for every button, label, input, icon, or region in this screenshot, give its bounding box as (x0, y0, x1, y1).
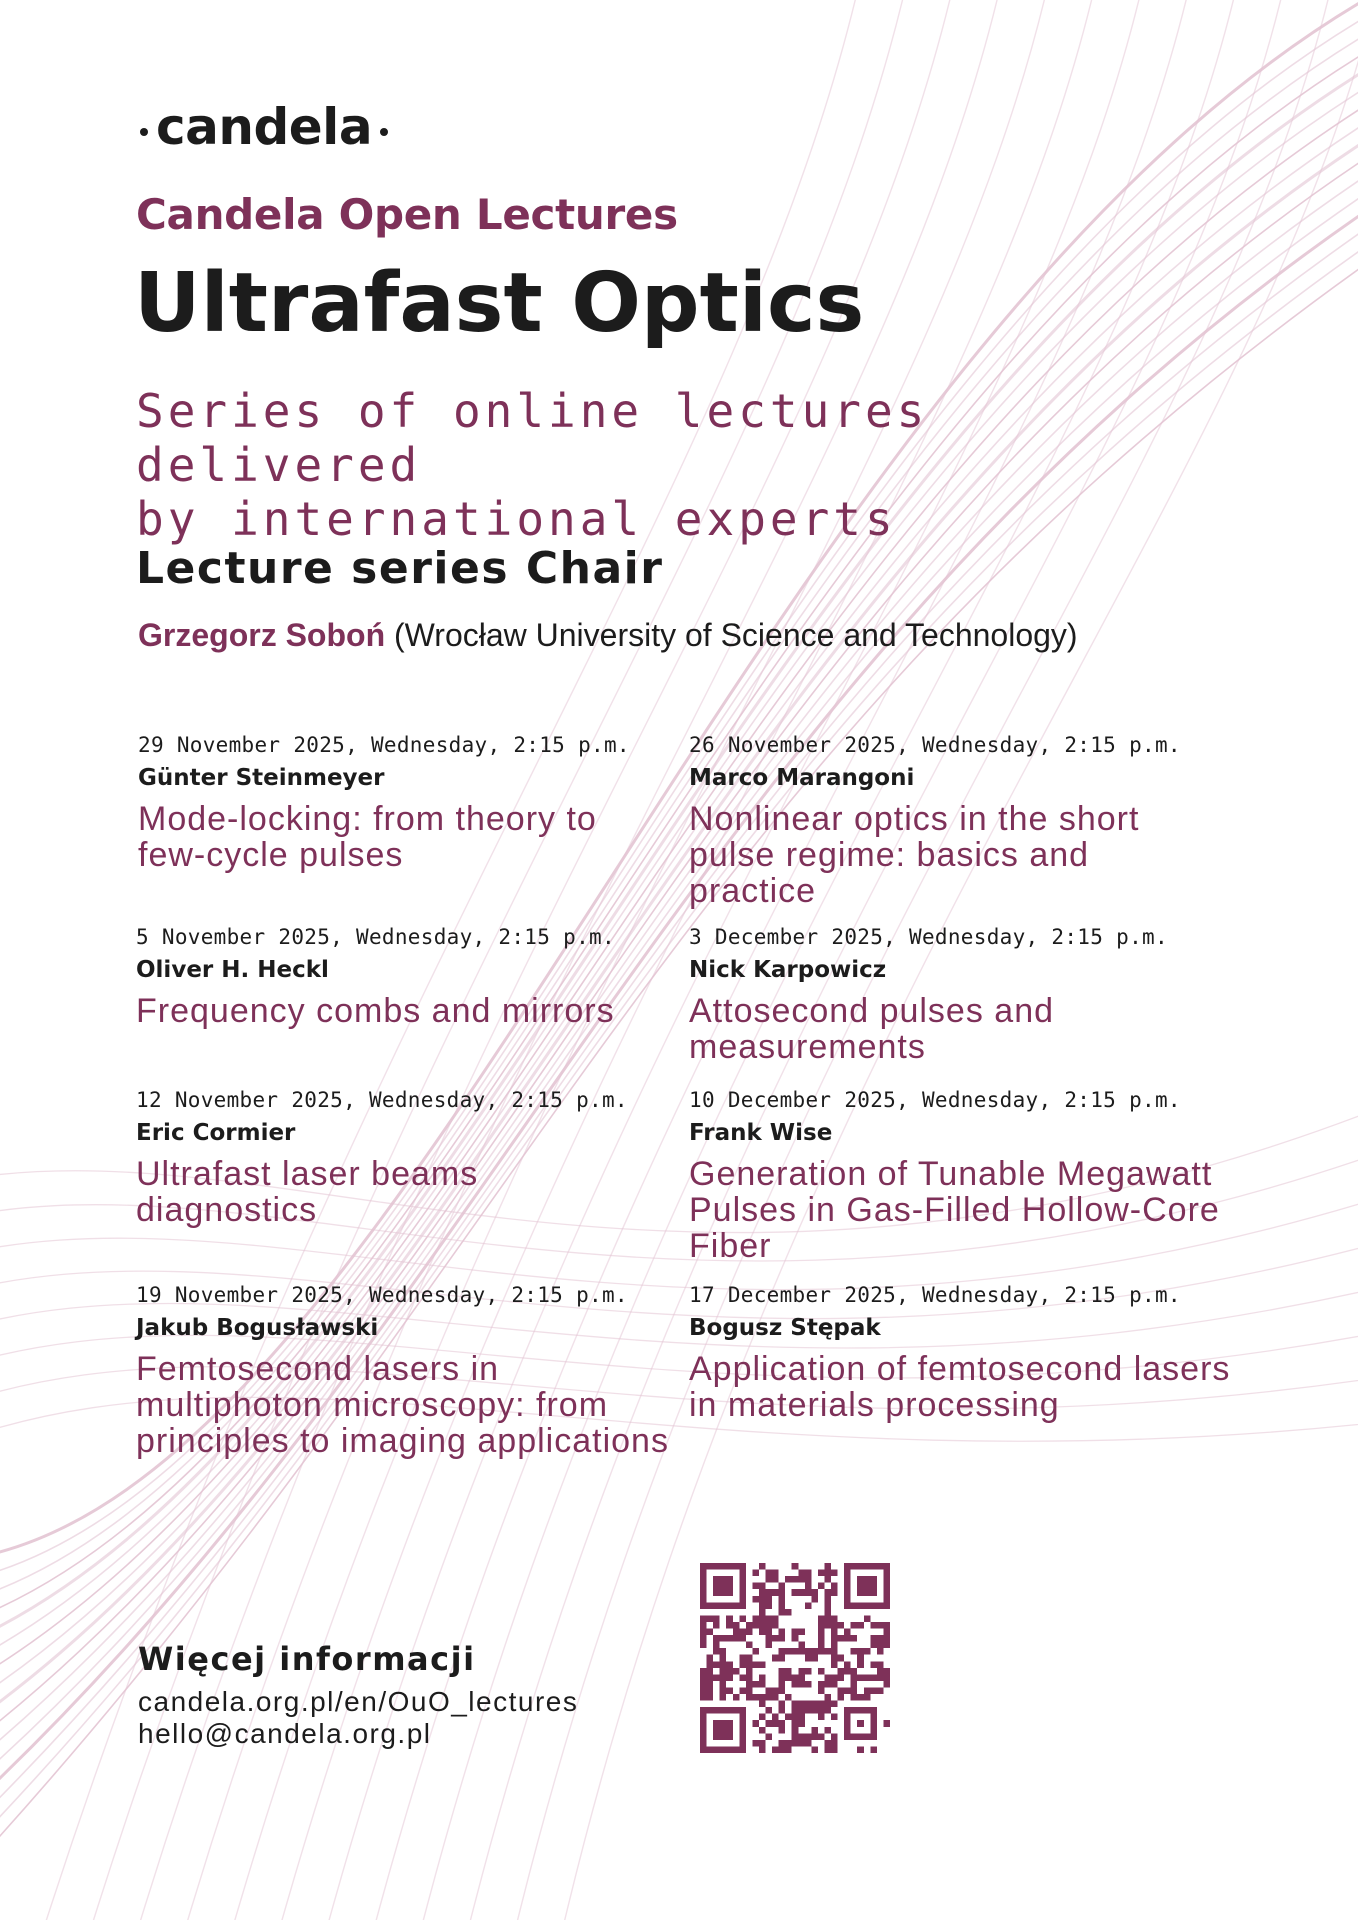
chair-line (138, 617, 1078, 654)
lecture-item (689, 1283, 1249, 1423)
lecture-item (689, 1088, 1249, 1264)
chair-heading: Lecture series Chair (136, 543, 664, 594)
lecture-date: 19 November 2025, Wednesday, 2:15 p.m. (136, 1283, 628, 1307)
page-title: Ultrafast Optics (134, 256, 865, 351)
lecture-item (136, 925, 696, 1029)
lecture-speaker: Eric Cormier (136, 1120, 296, 1146)
candela-logo (132, 98, 396, 156)
subtitle-line-1: Series of online lectures delivered (136, 384, 929, 492)
logo-dot-right (380, 128, 388, 136)
qr-code-icon[interactable] (700, 1563, 890, 1753)
subtitle-line-2: by international experts (136, 492, 897, 546)
lecture-title: Ultrafast laser beams diagnostics (136, 1155, 479, 1229)
lecture-item (689, 733, 1249, 909)
more-info-heading: Więcej informacji (138, 1640, 476, 1678)
lecture-title: Application of femtosecond lasers in materials processing (689, 1350, 1231, 1424)
series-name: Candela Open Lectures (136, 190, 678, 239)
lecture-date: 5 November 2025, Wednesday, 2:15 p.m. (136, 925, 615, 949)
lecture-speaker: Frank Wise (689, 1120, 833, 1146)
logo-text: candela (156, 98, 373, 156)
chair-affiliation: (Wrocław University of Science and Technology) (394, 617, 1078, 653)
lecture-title: Nonlinear optics in the short pulse regime: basics and practice (689, 800, 1140, 910)
lecture-title: Frequency combs and mirrors (136, 992, 615, 1030)
lecture-title: Generation of Tunable Megawatt Pulses in Gas-Filled Hollow-Core Fiber (689, 1155, 1220, 1265)
lecture-date: 29 November 2025, Wednesday, 2:15 p.m. (138, 733, 630, 757)
lecture-title: Attosecond pulses and measurements (689, 992, 1055, 1066)
logo-dot-left (140, 128, 148, 136)
lecture-speaker: Oliver H. Heckl (136, 957, 329, 983)
lecture-title: Mode-locking: from theory to few-cycle pulses (138, 800, 597, 874)
lecture-title: Femtosecond lasers in multiphoton microscopy: from principles to imaging applications (136, 1350, 669, 1460)
more-info-url[interactable]: candela.org.pl/en/OuO_lectures (138, 1686, 579, 1717)
lecture-date: 17 December 2025, Wednesday, 2:15 p.m. (689, 1283, 1181, 1307)
lecture-date: 26 November 2025, Wednesday, 2:15 p.m. (689, 733, 1181, 757)
lecture-item (136, 1283, 696, 1459)
lecture-speaker: Günter Steinmeyer (138, 765, 385, 791)
lecture-date: 10 December 2025, Wednesday, 2:15 p.m. (689, 1088, 1181, 1112)
lecture-date: 3 December 2025, Wednesday, 2:15 p.m. (689, 925, 1168, 949)
lecture-speaker: Nick Karpowicz (689, 957, 887, 983)
lecture-speaker: Marco Marangoni (689, 765, 915, 791)
lecture-item (689, 925, 1249, 1065)
lecture-date: 12 November 2025, Wednesday, 2:15 p.m. (136, 1088, 628, 1112)
subtitle (136, 384, 1236, 546)
lecture-item (138, 733, 698, 873)
lecture-speaker: Bogusz Stępak (689, 1315, 881, 1341)
lecture-item (136, 1088, 696, 1228)
chair-name: Grzegorz Soboń (138, 617, 386, 653)
lecture-speaker: Jakub Bogusławski (136, 1315, 379, 1341)
more-info-email[interactable]: hello@candela.org.pl (138, 1718, 432, 1749)
